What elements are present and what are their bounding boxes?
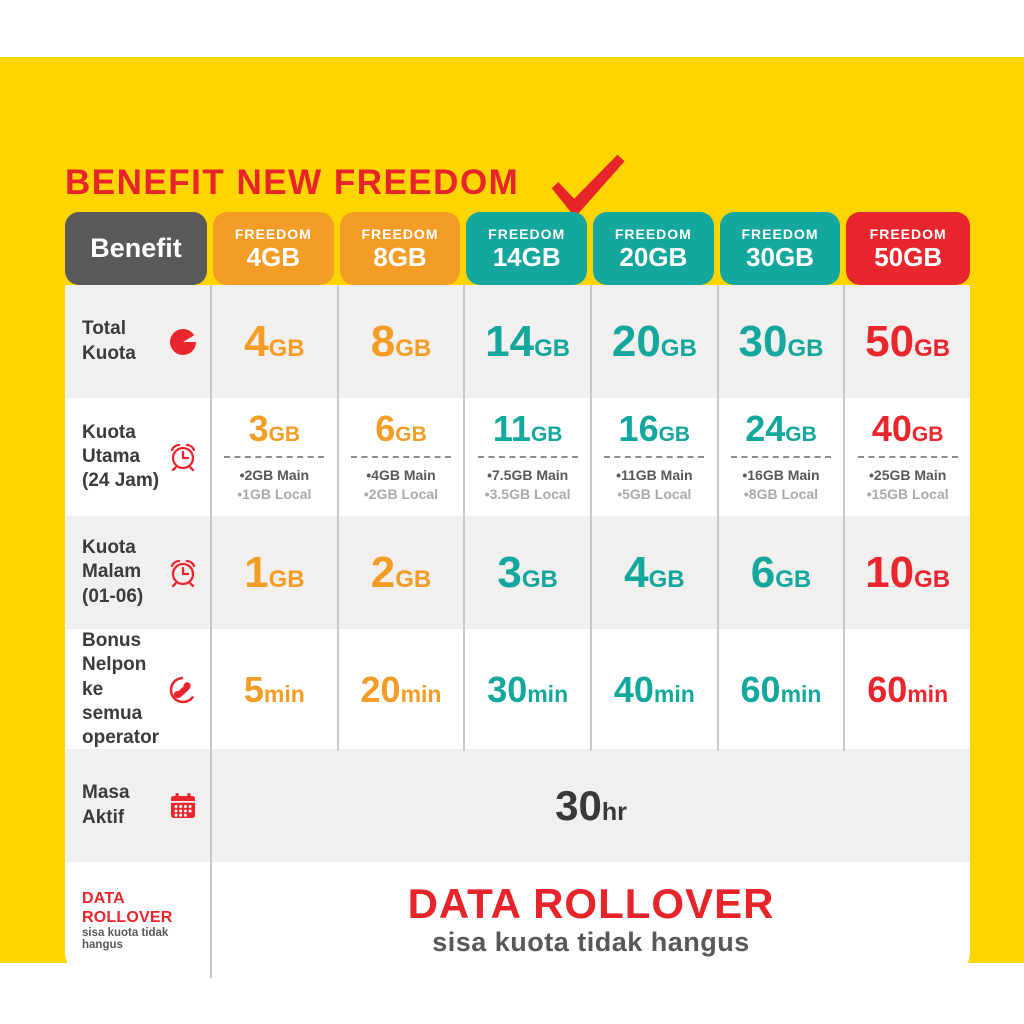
quota-value: 8	[370, 316, 396, 366]
minutes-unit: min	[653, 680, 695, 707]
quota-unit: GB	[911, 422, 944, 446]
main-quota-detail: •7.5GB Main	[487, 466, 569, 483]
quota-value: 10	[865, 547, 915, 597]
data-rollover-logo-small	[82, 889, 200, 951]
row-label: Kuota Utama (24 Jam)	[82, 421, 160, 492]
quota-value: 40	[871, 407, 912, 449]
minutes-unit: min	[780, 680, 822, 707]
main-quota-detail: •16GB Main	[742, 466, 820, 483]
minutes-unit: min	[527, 680, 569, 707]
value-cell	[337, 285, 464, 398]
plan-header-freedom-8gb	[340, 212, 461, 285]
minutes-value: 20	[360, 668, 401, 710]
dashed-divider	[604, 456, 704, 458]
value-cell	[463, 516, 590, 629]
table-header-row	[65, 212, 970, 285]
value-cell	[337, 516, 464, 629]
main-quota-detail: •11GB Main	[616, 466, 693, 483]
dashed-divider	[351, 456, 451, 458]
plan-header-freedom-14gb	[466, 212, 587, 285]
value-cell	[590, 629, 717, 751]
main-quota-detail: •2GB Main	[239, 466, 310, 483]
row-kuota-utama	[65, 398, 970, 516]
validity-unit: hr	[601, 797, 627, 826]
value-cell	[843, 398, 970, 516]
quota-value: 3	[497, 547, 522, 597]
benefit-label-cell	[65, 516, 210, 629]
row-label: Kuota Malam (01-06)	[82, 537, 144, 607]
value-cell	[210, 285, 337, 398]
quota-value: 4	[244, 316, 269, 366]
quota-unit: GB	[648, 565, 685, 593]
local-quota-detail: •8GB Local	[743, 485, 819, 502]
minutes-unit: min	[907, 680, 949, 707]
quota-value: 4	[624, 547, 649, 597]
row-masa-aktif	[65, 749, 970, 862]
value-cell	[843, 516, 970, 629]
validity-value: 30	[555, 781, 602, 829]
plan-brand: FREEDOM	[488, 225, 566, 242]
quota-unit: GB	[914, 334, 951, 362]
calendar-icon	[166, 790, 200, 822]
value-cell	[717, 629, 844, 751]
plan-brand: FREEDOM	[741, 225, 819, 242]
value-cell	[210, 398, 337, 516]
quota-value: 50	[865, 316, 915, 366]
minutes-unit: min	[400, 680, 442, 707]
value-cell	[210, 516, 337, 629]
quota-value: 3	[248, 407, 269, 449]
plan-size: 14GB	[492, 241, 561, 272]
value-cell	[590, 285, 717, 398]
alarm-clock-icon	[166, 557, 200, 589]
quota-value: 14	[485, 316, 535, 366]
minutes-value: 30	[487, 668, 528, 710]
row-label: Total Kuota	[82, 318, 136, 364]
plan-size: 20GB	[619, 241, 688, 272]
plan-size: 30GB	[746, 241, 814, 272]
quota-unit: GB	[521, 565, 558, 593]
benefit-label-cell	[65, 398, 210, 516]
local-quota-detail: •3.5GB Local	[484, 485, 571, 502]
value-cell	[843, 629, 970, 751]
plan-header-freedom-4gb	[213, 212, 334, 285]
value-cell	[590, 398, 717, 516]
quota-value: 1	[244, 547, 269, 597]
quota-unit: GB	[534, 334, 571, 362]
value-cell	[210, 629, 337, 751]
local-quota-detail: •15GB Local	[866, 485, 949, 502]
main-quota-detail: •25GB Main	[869, 466, 947, 483]
data-rollover-subtitle: sisa kuota tidak hangus	[82, 927, 169, 952]
row-label: Masa Aktif	[82, 782, 130, 828]
minutes-unit: min	[263, 680, 305, 707]
minutes-value: 5	[243, 668, 264, 710]
plan-size: 4GB	[246, 241, 301, 272]
plan-header-freedom-50gb	[846, 212, 970, 285]
dashed-divider	[731, 456, 831, 458]
row-kuota-malam	[65, 516, 970, 629]
dashed-divider	[858, 456, 958, 458]
row-total-kuota	[65, 285, 970, 398]
data-rollover-title: DATA ROLLOVER	[82, 889, 173, 926]
value-cell	[337, 398, 464, 516]
yellow-card	[0, 57, 1024, 963]
quota-unit: GB	[785, 422, 817, 446]
quota-value: 11	[492, 407, 531, 449]
quota-unit: GB	[268, 334, 305, 362]
dashed-divider	[224, 456, 324, 458]
plan-brand: FREEDOM	[361, 225, 439, 242]
value-cell	[717, 516, 844, 629]
plan-brand: FREEDOM	[869, 225, 947, 242]
benefit-label-cell	[65, 749, 210, 862]
page-title: BENEFIT NEW FREEDOM	[65, 163, 520, 202]
masa-aktif-span-cell	[210, 749, 970, 862]
value-cell	[337, 629, 464, 751]
quota-value: 6	[375, 407, 396, 449]
data-rollover-span-cell	[210, 862, 970, 978]
quota-unit: GB	[268, 565, 305, 593]
quota-unit: GB	[395, 565, 432, 593]
minutes-value: 40	[613, 668, 654, 710]
dashed-divider	[478, 456, 578, 458]
pie-chart-icon	[166, 327, 200, 357]
minutes-value: 60	[740, 668, 781, 710]
main-quota-detail: •4GB Main	[366, 466, 436, 483]
quota-unit: GB	[660, 334, 697, 362]
quota-unit: GB	[658, 422, 691, 446]
row-label: Bonus Nelpon ke semua operator	[82, 630, 160, 749]
plan-size: 8GB	[373, 241, 427, 272]
data-rollover-subtitle: sisa kuota tidak hangus	[432, 926, 750, 957]
minutes-value: 60	[867, 668, 908, 710]
data-rollover-title: DATA ROLLOVER	[407, 880, 775, 928]
quota-value: 16	[618, 407, 659, 449]
value-cell	[843, 285, 970, 398]
quota-unit: GB	[787, 334, 824, 362]
value-cell	[463, 285, 590, 398]
quota-unit: GB	[395, 334, 432, 362]
row-data-rollover	[65, 862, 970, 978]
benefit-label-cell	[65, 862, 210, 978]
value-cell	[463, 629, 590, 751]
checkmark-icon	[547, 153, 627, 219]
value-cell	[717, 285, 844, 398]
title-row	[65, 153, 627, 219]
benefit-table	[65, 212, 970, 978]
quota-value: 30	[738, 316, 788, 366]
quota-value: 24	[745, 407, 786, 449]
plan-brand: FREEDOM	[614, 225, 692, 242]
local-quota-detail: •2GB Local	[363, 485, 439, 502]
plan-brand: FREEDOM	[234, 225, 312, 242]
local-quota-detail: •1GB Local	[237, 485, 312, 502]
benefit-label-cell	[65, 629, 210, 751]
phone-icon	[166, 674, 200, 706]
plan-size: 50GB	[874, 241, 943, 272]
quota-unit: GB	[914, 565, 951, 593]
local-quota-detail: •5GB Local	[617, 485, 692, 502]
benefit-label-cell	[65, 285, 210, 398]
table-body	[65, 285, 970, 978]
plan-header-freedom-30gb	[720, 212, 841, 285]
row-bonus-nelpon	[65, 629, 970, 749]
quota-value: 20	[611, 316, 661, 366]
value-cell	[590, 516, 717, 629]
quota-value: 6	[750, 547, 776, 597]
benefit-header-cell: Benefit	[65, 212, 207, 285]
quota-unit: GB	[775, 565, 812, 593]
quota-unit: GB	[395, 422, 427, 446]
plan-header-freedom-20gb	[593, 212, 714, 285]
value-cell	[463, 398, 590, 516]
alarm-clock-icon	[166, 441, 200, 473]
value-cell	[717, 398, 844, 516]
quota-value: 2	[370, 547, 396, 597]
quota-unit: GB	[530, 422, 563, 446]
quota-unit: GB	[268, 422, 301, 446]
